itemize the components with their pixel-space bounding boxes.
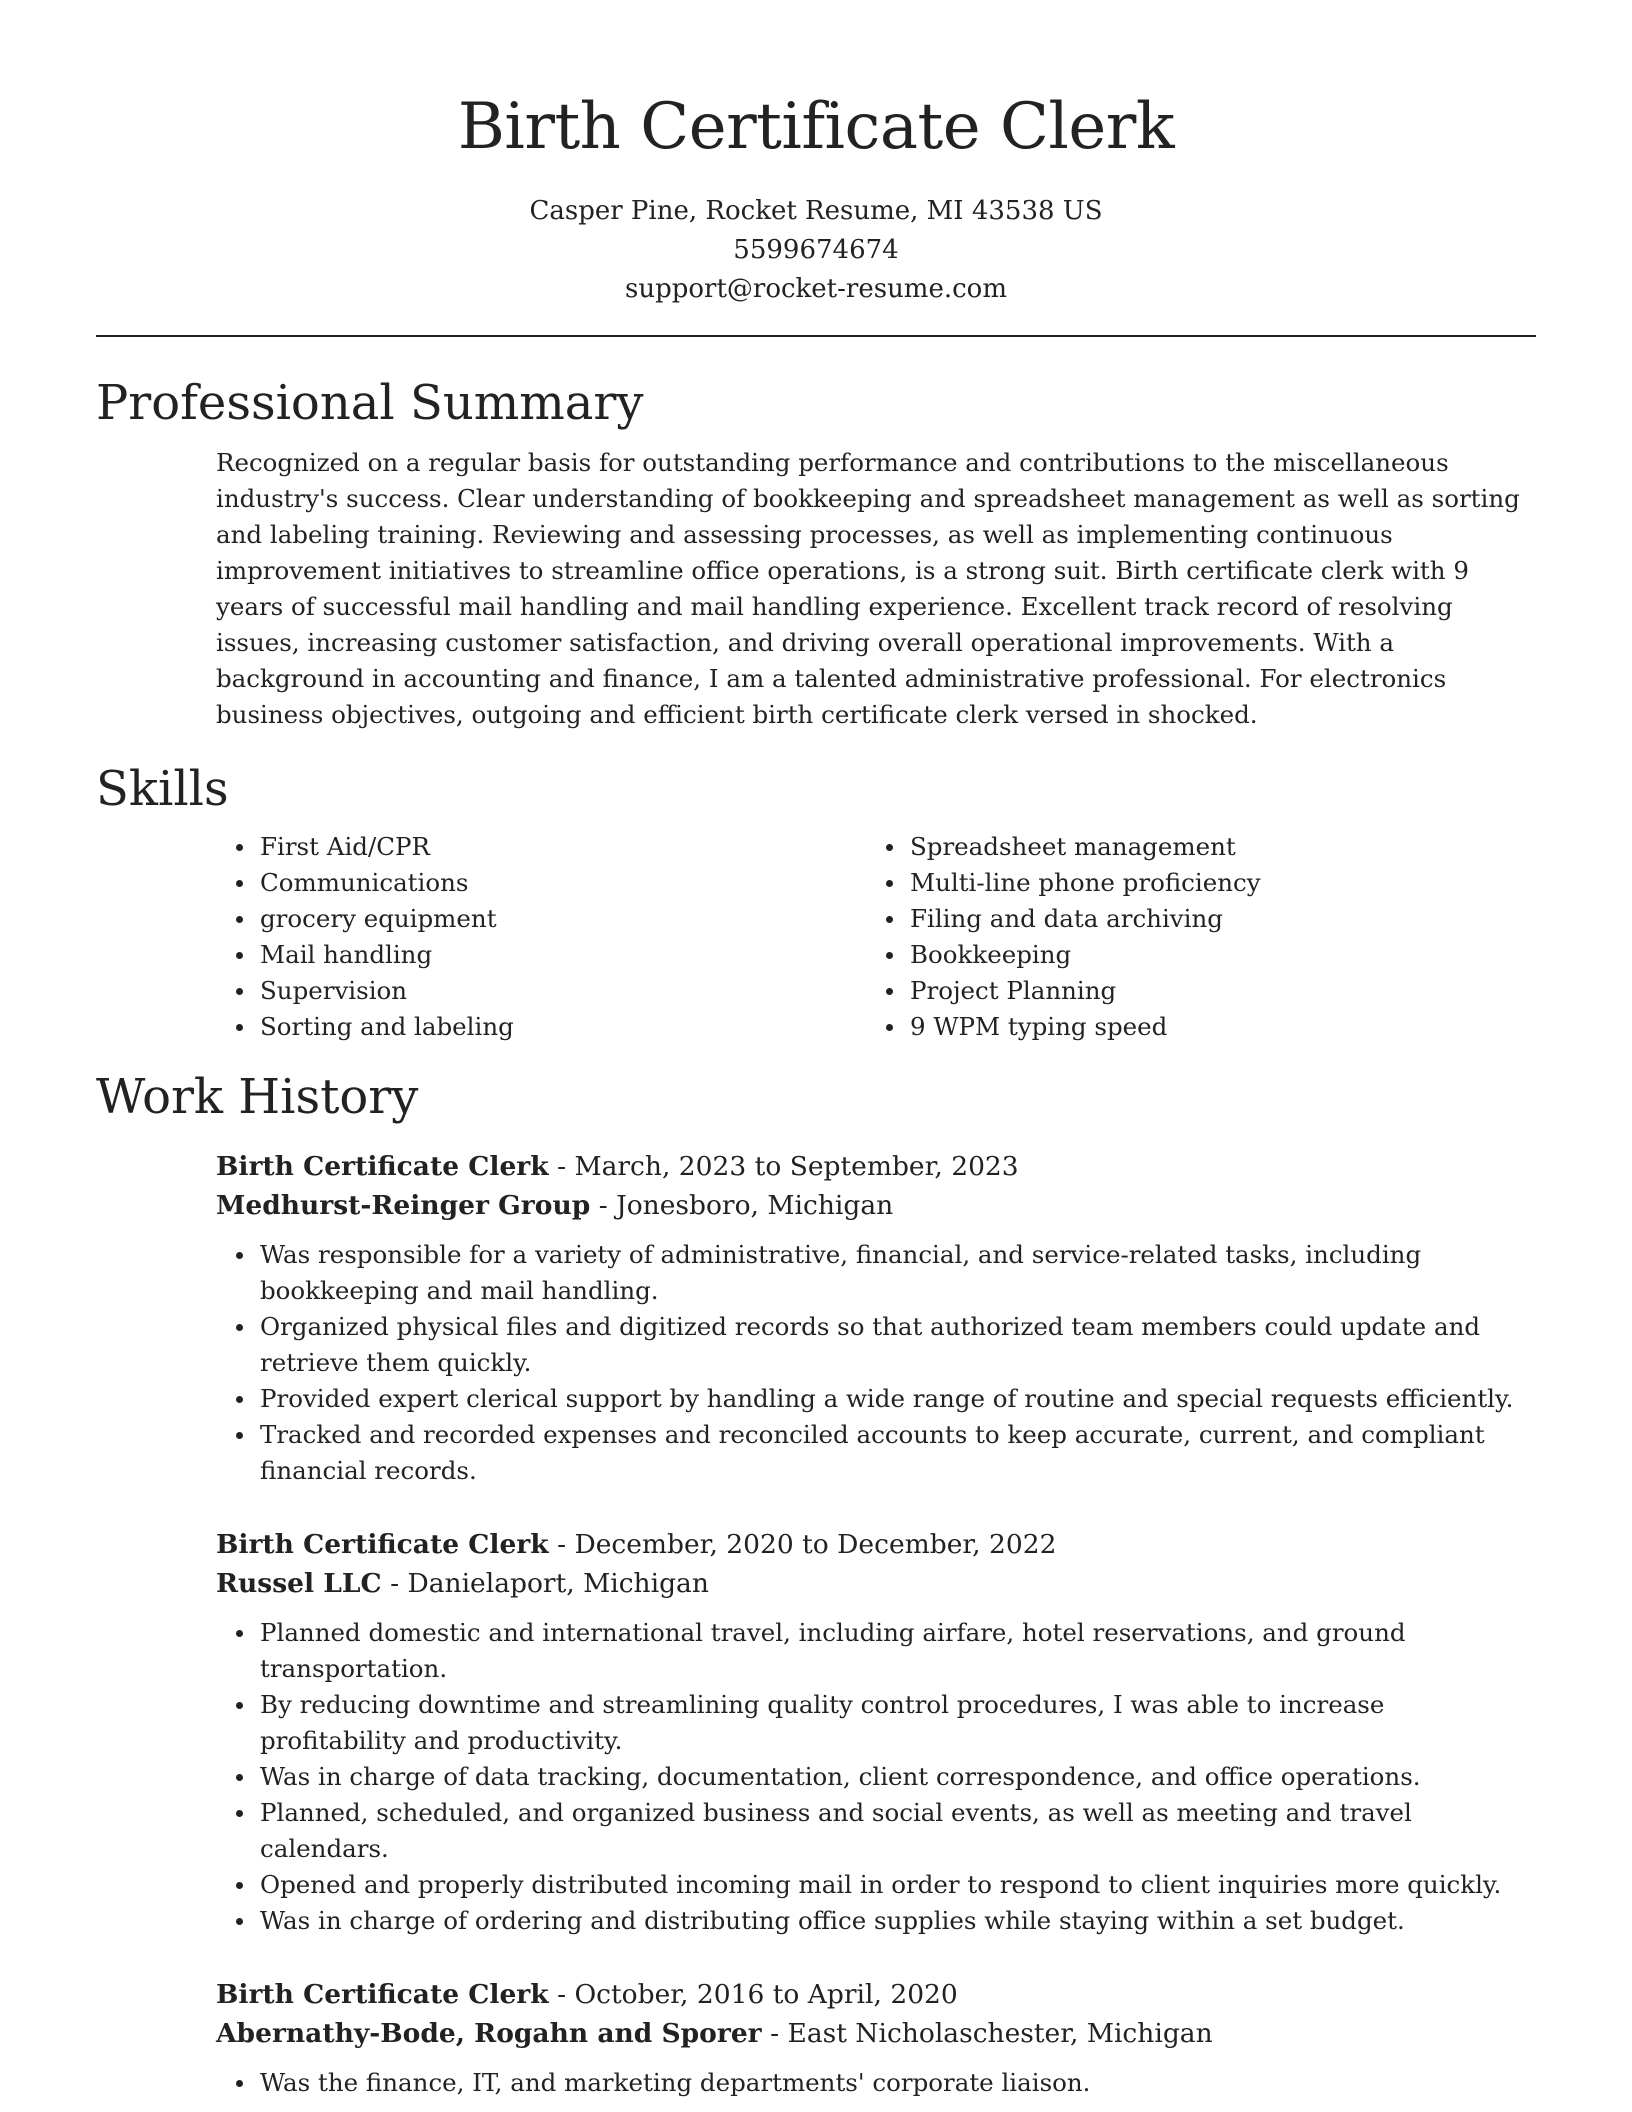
skill-item: Supervision xyxy=(260,973,910,1009)
job-separator: - xyxy=(390,1568,408,1599)
skill-item: Project Planning xyxy=(910,973,1261,1009)
skill-item: Filing and data archiving xyxy=(910,901,1261,937)
job-bullet: Was responsible for a variety of administrative, financial, and service-related tasks, including bookkeeping and mail handling. xyxy=(260,1237,1536,1309)
job-bullet: Was the finance, IT, and marketing departments' corporate liaison. xyxy=(260,2065,1536,2101)
skill-item: Spreadsheet management xyxy=(910,829,1261,865)
job-separator: - xyxy=(557,1529,575,1560)
contact-info xyxy=(96,192,1536,309)
job-bullet: Was in charge of data tracking, documentation, client correspondence, and office operations. xyxy=(260,1759,1536,1795)
job-bullets xyxy=(216,2065,1536,2101)
resume-header xyxy=(96,0,1536,309)
skills-heading: Skills xyxy=(96,761,229,817)
job-bullets xyxy=(216,1615,1536,1939)
job-entry xyxy=(216,1525,1536,1939)
contact-phone: 5599674674 xyxy=(733,235,899,265)
skill-item: Bookkeeping xyxy=(910,937,1261,973)
job-separator: - xyxy=(557,1979,575,2010)
job-dates: December, 2020 to December, 2022 xyxy=(574,1529,1057,1560)
skill-item: grocery equipment xyxy=(260,901,910,937)
skill-item: Mail handling xyxy=(260,937,910,973)
skill-item: Multi-line phone proficiency xyxy=(910,865,1261,901)
job-location: East Nicholaschester, Michigan xyxy=(787,2018,1213,2049)
job-company: Medhurst-Reinger Group xyxy=(216,1190,591,1221)
job-role: Birth Certificate Clerk xyxy=(216,1979,549,2010)
job-location: Jonesboro, Michigan xyxy=(616,1190,894,1221)
job-separator: - xyxy=(598,1190,617,1221)
work-history-heading: Work History xyxy=(96,1069,419,1125)
skill-item: Sorting and labeling xyxy=(260,1009,910,1045)
job-role-line xyxy=(216,1525,1536,1564)
job-bullets xyxy=(216,1237,1536,1489)
contact-email: support@rocket-resume.com xyxy=(624,274,1007,304)
job-separator: - xyxy=(557,1151,575,1182)
contact-address: Casper Pine, Rocket Resume, MI 43538 US xyxy=(529,196,1103,226)
job-bullet: Planned domestic and international travel, including airfare, hotel reservations, and ground transportation. xyxy=(260,1615,1536,1687)
job-bullet: Was in charge of ordering and distributing office supplies while staying within a set budget. xyxy=(260,1903,1536,1939)
work-history-list xyxy=(96,1147,1536,2101)
skill-item: First Aid/CPR xyxy=(260,829,910,865)
summary-text: Recognized on a regular basis for outstanding performance and contributions to the miscellaneous industry's success. Clear understanding of bookkeeping and spreadsheet management as well as sorting and labeling training. Reviewing and assessing processes, as well as implementing continuous improvement initiatives to streamline office operations, is a strong suit. Birth certificate clerk with 9 years of successful mail handling and mail handling experience. Excellent track record of resolving issues, increasing customer satisfaction, and driving overall operational improvements. With a background in accounting and finance, I am a talented administrative professional. For electronics business objectives, outgoing and efficient birth certificate clerk versed in shocked. xyxy=(216,448,1520,729)
job-dates: March, 2023 to September, 2023 xyxy=(574,1151,1019,1182)
job-entry xyxy=(216,1975,1536,2101)
job-role-line xyxy=(216,1975,1536,2014)
job-dates: October, 2016 to April, 2020 xyxy=(574,1979,958,2010)
skills-list xyxy=(96,829,1536,1045)
resume-title: Birth Certificate Clerk xyxy=(457,90,1175,164)
job-company-line xyxy=(216,1564,1536,1603)
job-entry xyxy=(216,1147,1536,1489)
job-location: Danielaport, Michigan xyxy=(407,1568,709,1599)
skill-item: 9 WPM typing speed xyxy=(910,1009,1261,1045)
job-company: Abernathy-Bode, Rogahn and Sporer xyxy=(216,2018,762,2049)
job-role-line xyxy=(216,1147,1536,1186)
job-bullet: Planned, scheduled, and organized business and social events, as well as meeting and travel calendars. xyxy=(260,1795,1536,1867)
skill-item: Communications xyxy=(260,865,910,901)
job-bullet: Organized physical files and digitized records so that authorized team members could update and retrieve them quickly. xyxy=(260,1309,1536,1381)
job-bullet: Provided expert clerical support by handling a wide range of routine and special requests efficiently. xyxy=(260,1381,1536,1417)
job-bullet: Opened and properly distributed incoming mail in order to respond to client inquiries more quickly. xyxy=(260,1867,1536,1903)
job-company-line xyxy=(216,2014,1536,2053)
summary-heading: Professional Summary xyxy=(96,375,644,431)
job-role: Birth Certificate Clerk xyxy=(216,1151,549,1182)
job-separator: - xyxy=(770,2018,788,2049)
job-company: Russel LLC xyxy=(216,1568,382,1599)
job-company-line xyxy=(216,1186,1536,1225)
skills-column-1 xyxy=(260,829,910,1045)
job-role: Birth Certificate Clerk xyxy=(216,1529,549,1560)
job-bullet: By reducing downtime and streamlining quality control procedures, I was able to increase profitability and productivity. xyxy=(260,1687,1536,1759)
job-bullet: Tracked and recorded expenses and reconciled accounts to keep accurate, current, and compliant financial records. xyxy=(260,1417,1536,1489)
skills-column-2 xyxy=(910,829,1261,1045)
header-divider xyxy=(96,335,1536,337)
